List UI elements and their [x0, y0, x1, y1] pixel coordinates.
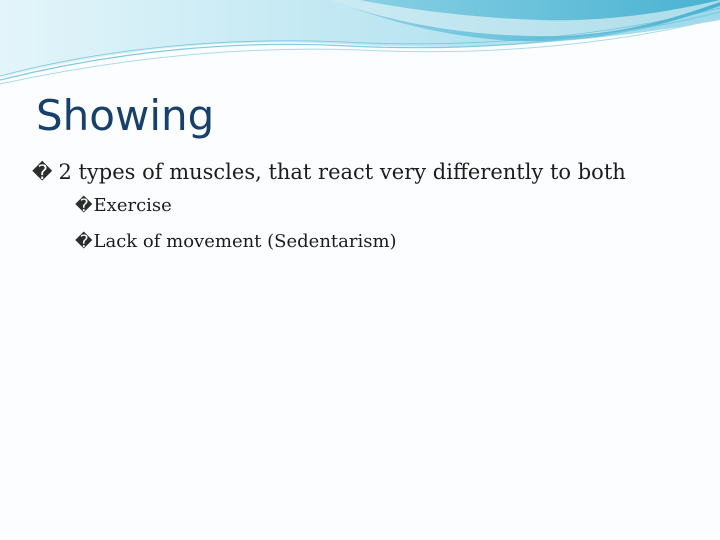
sub-bullet-item [32, 224, 692, 260]
sub-bullet-text: Exercise [93, 195, 172, 216]
bullet-marker-icon: � [32, 160, 53, 184]
bullet-item [32, 156, 692, 188]
sub-bullet-marker-icon: � [75, 196, 93, 216]
sub-bullet-text: Lack of movement (Sedentarism) [93, 231, 397, 252]
slide-content [32, 156, 692, 260]
sub-bullet-marker-icon: � [75, 232, 93, 252]
slide-title: Showing [36, 91, 215, 140]
bullet-text: 2 types of muscles, that react very differently to both [58, 160, 626, 184]
sub-bullet-item [32, 188, 692, 224]
bullet-list [32, 156, 692, 260]
